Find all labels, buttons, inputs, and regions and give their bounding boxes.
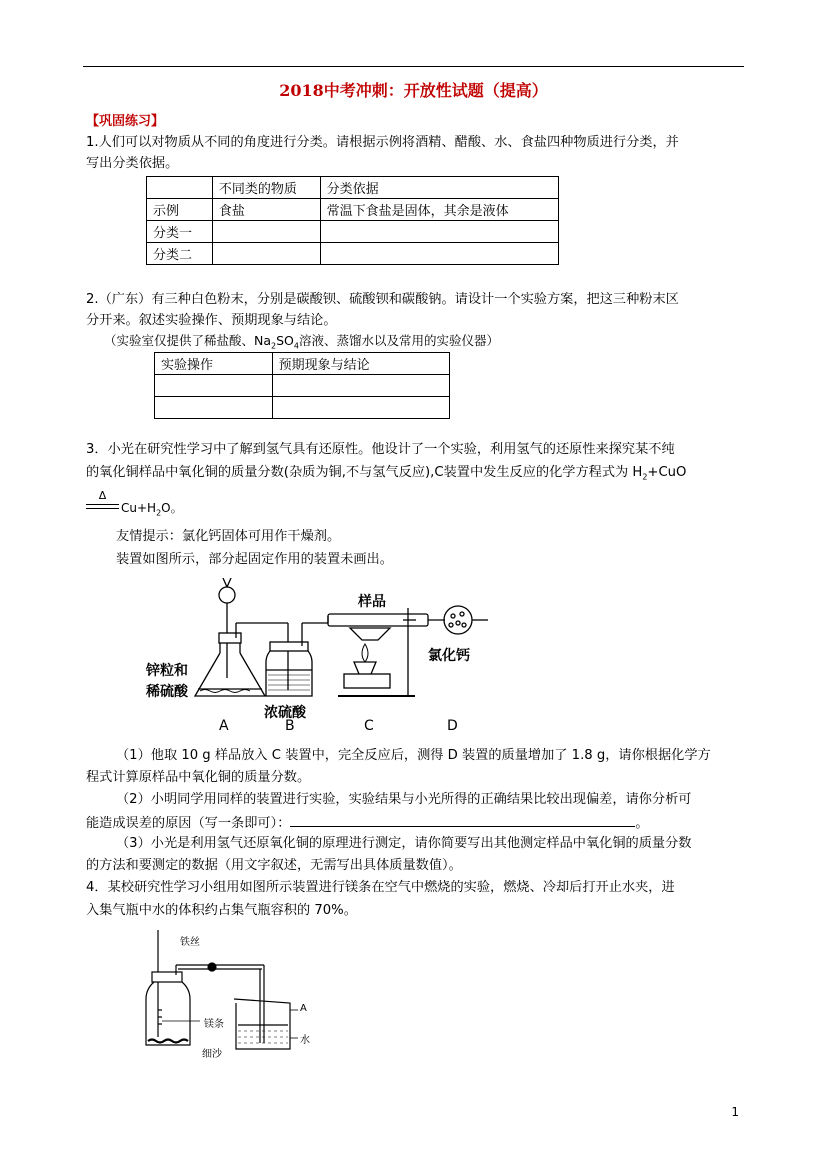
label-c: C (364, 718, 374, 734)
label-magnesium-strip: 镁条 (204, 1019, 224, 1030)
answer-cell[interactable] (272, 397, 449, 419)
q3-line2-text: 的氧化铜样品中氧化铜的质量分数(杂质为铜,不与氢气反应),C装置中发生反应的化学方程式为 H (86, 465, 643, 480)
table-cell: 预期现象与结论 (272, 353, 449, 375)
apparatus-a-flask (195, 578, 288, 696)
answer-cell[interactable] (155, 397, 273, 419)
q3-line1: 3．小光在研究性学习中了解到氢气具有还原性。他设计了一个实验，利用氢气的还原性来探究某不纯 (86, 442, 675, 457)
label-sample: 样品 (358, 594, 386, 610)
label-zinc: 锌粒和 (146, 663, 188, 679)
label-a: A (219, 718, 229, 734)
apparatus-d-drying-bulb (444, 606, 488, 634)
q1-line1: 1.人们可以对物质从不同的角度进行分类。请根据示例将酒精、醋酸、水、食盐四种物质进行分类，并 (86, 135, 679, 150)
subscript: 2 (642, 472, 648, 482)
label-fine-sand: 细沙 (202, 1049, 222, 1060)
table-row (155, 353, 450, 375)
q3-tip: 友情提示：氯化钙固体可用作干燥剂。 (116, 529, 341, 544)
table-cell: 分类二 (147, 243, 213, 265)
table-row (147, 243, 559, 265)
q3-part1-line1: （1）他取 10 g 样品放入 C 装置中，完全反应后，测得 D 装置的质量增加了 1.8 g，请你根据化学方 (116, 748, 711, 763)
table-cell (147, 177, 213, 199)
q2-line3-text: 溶液、蒸馏水以及常用的实验仪器） (298, 333, 499, 348)
reaction-condition-delta: Δ (98, 489, 107, 502)
answer-cell[interactable] (212, 243, 320, 265)
table-cell: 食盐 (212, 199, 320, 221)
q2-line3-text: SO (276, 333, 294, 348)
table-row (147, 221, 559, 243)
q2-table (154, 352, 450, 419)
table-row (147, 177, 559, 199)
q3-part2-line2 (86, 812, 746, 834)
q3-line2-text: +CuO (647, 465, 687, 480)
q1-table (146, 176, 559, 265)
q3-line2 (86, 463, 746, 488)
label-iron-wire: 铁丝 (180, 937, 200, 948)
answer-cell[interactable] (272, 375, 449, 397)
answer-cell[interactable] (212, 221, 320, 243)
table-row (155, 375, 450, 397)
table-row (147, 199, 559, 221)
label-conc-acid: 浓硫酸 (264, 705, 306, 721)
q3-line3-text: Cu+H (121, 501, 157, 515)
magnesium-combustion-figure (140, 925, 310, 1060)
q1-line2: 写出分类依据。 (86, 156, 179, 171)
apparatus-b-bottle (266, 623, 328, 696)
answer-cell[interactable] (155, 375, 273, 397)
table-cell: 实验操作 (155, 353, 273, 375)
q3-part2-text: 能造成误差的原因（写一条即可）： (86, 816, 291, 831)
label-dilute-acid: 稀硫酸 (146, 684, 188, 700)
table-row (155, 397, 450, 419)
q2-line1: 2.（广东）有三种白色粉末，分别是碳酸钡、硫酸钡和碳酸钠。请设计一个实验方案，把这三种粉末区 (86, 292, 679, 307)
answer-cell[interactable] (320, 221, 558, 243)
subscript: 2 (156, 508, 162, 518)
answer-cell[interactable] (320, 243, 558, 265)
q3-line3 (121, 498, 781, 523)
q2-line3-text: （实验室仅提供了稀盐酸、Na (104, 333, 272, 348)
label-beaker-a: A (300, 1003, 307, 1014)
q3-part2-line1: （2）小明同学用同样的装置进行实验，实验结果与小光所得的正确结果比较出现偏差，请你分析可 (116, 792, 692, 807)
q3-part3-line2: 的方法和要测定的数据（用文字叙述，无需写出具体质量数值）。 (86, 858, 462, 873)
q2-line2: 分开来。叙述实验操作、预期现象与结论。 (86, 313, 337, 328)
label-d: D (447, 718, 458, 734)
q4-line2: 入集气瓶中水的体积约占集气瓶容积的 70%。 (86, 903, 357, 918)
subscript: 4 (293, 341, 299, 351)
reaction-equals-sign (86, 504, 119, 509)
q3-part1-line2: 程式计算原样品中氧化铜的质量分数。 (86, 770, 311, 785)
label-water: 水 (300, 1035, 310, 1046)
subscript: 2 (271, 341, 277, 351)
label-calcium-chloride: 氯化钙 (428, 648, 470, 664)
table-cell: 示例 (147, 199, 213, 221)
table-cell: 分类依据 (320, 177, 558, 199)
page-number: 1 (731, 1105, 739, 1119)
q3-setup: 装置如图所示，部分起固定作用的装置未画出。 (116, 552, 393, 567)
table-cell: 不同类的物质 (212, 177, 320, 199)
section-heading: 【巩固练习】 (86, 114, 165, 129)
q3-part2-end: 。 (635, 816, 649, 831)
answer-blank[interactable] (290, 812, 635, 827)
table-cell: 常温下食盐是固体，其余是液体 (320, 199, 558, 221)
label-b: B (285, 718, 295, 734)
q3-line3-text: O。 (161, 501, 183, 515)
header-rule (83, 66, 744, 67)
table-cell: 分类一 (147, 221, 213, 243)
q3-part3-line1: （3）小光是利用氢气还原氧化铜的原理进行测定，请你简要写出其他测定样品中氧化铜的质量分数 (116, 836, 692, 851)
q4-line1: 4．某校研究性学习小组用如图所示装置进行镁条在空气中燃烧的实验，燃烧、冷却后打开止水夹，进 (86, 880, 675, 895)
page-title: 2018中考冲刺：开放性试题（提高） (279, 81, 548, 100)
